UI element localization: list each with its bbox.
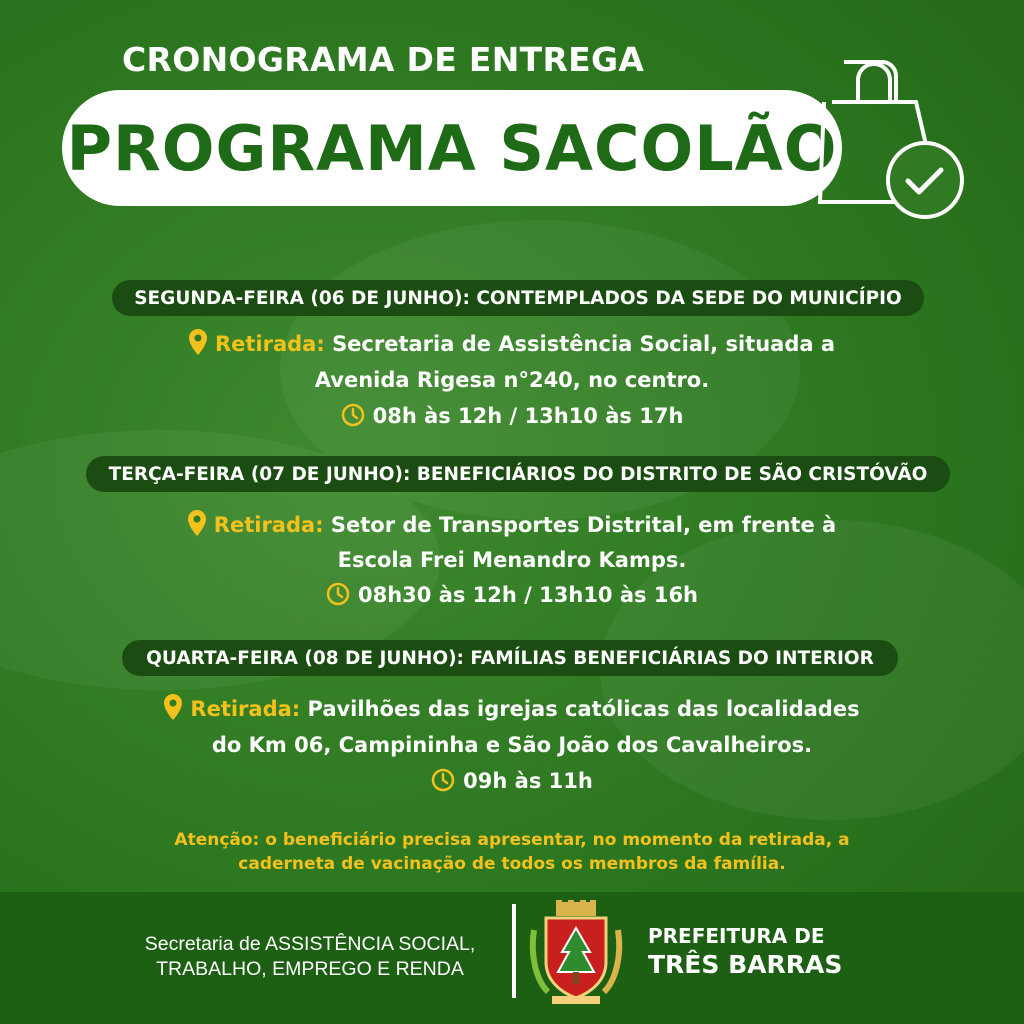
prefeitura-line: PREFEITURA DE [648,924,825,948]
pickup-label: Retirada: [190,697,301,721]
title-pill [62,90,842,206]
footer-divider [512,904,516,998]
pickup-label: Retirada: [213,513,324,537]
hours-line [0,403,1024,428]
pickup-line [0,510,1024,537]
pickup-address: Pavilhões das igrejas católicas das localidades [307,697,860,721]
notice [0,828,1024,876]
address-line: Avenida Rigesa n°240, no centro. [314,368,710,392]
location-pin-icon [188,510,206,536]
clock-icon [326,582,350,606]
address-line: do Km 06, Campininha e São João dos Cavalheiros. [211,733,813,757]
secretaria-line: Secretaria de ASSISTÊNCIA SOCIAL, [144,933,476,955]
secretaria-name [120,932,500,982]
pickup-address: Secretaria de Assistência Social, situada a [332,332,836,356]
day-header: QUARTA-FEIRA (08 DE JUNHO): FAMÍLIAS BENEFICIÁRIAS DO INTERIOR [122,640,898,676]
notice-line: caderneta de vacinação de todos os membros da família. [238,854,786,874]
pickup-line [0,329,1024,356]
subtitle: CRONOGRAMA DE ENTREGA [122,40,645,79]
secretaria-line: TRABALHO, EMPREGO E RENDA [156,958,464,980]
day-header: TERÇA-FEIRA (07 DE JUNHO): BENEFICIÁRIOS DO DISTRITO DE SÃO CRISTÓVÃO [86,456,950,492]
shopping-bag-check-icon [812,52,972,222]
hours-line [0,768,1024,793]
notice-line: Atenção: o beneficiário precisa apresentar, no momento da retirada, a [174,830,850,850]
hours-text: 09h às 11h [463,769,593,793]
day-header: SEGUNDA-FEIRA (06 DE JUNHO): CONTEMPLADOS DA SEDE DO MUNICÍPIO [112,280,924,316]
coat-of-arms-icon [526,900,626,1010]
location-pin-icon [164,694,182,720]
prefeitura-line: TRÊS BARRAS [648,950,843,979]
address-line: Escola Frei Menandro Kamps. [337,548,687,572]
footer [0,892,1024,1024]
hours-line [0,582,1024,607]
prefeitura-name [648,924,842,979]
location-pin-icon [189,329,207,355]
hours-text: 08h30 às 12h / 13h10 às 16h [357,583,699,607]
page-title: PROGRAMA SACOLÃO [66,111,838,185]
hours-text: 08h às 12h / 13h10 às 17h [372,404,684,428]
pickup-label: Retirada: [214,332,325,356]
clock-icon [341,403,365,427]
pickup-address: Setor de Transportes Distrital, em frente à [330,513,837,537]
pickup-line [0,694,1024,721]
clock-icon [431,768,455,792]
